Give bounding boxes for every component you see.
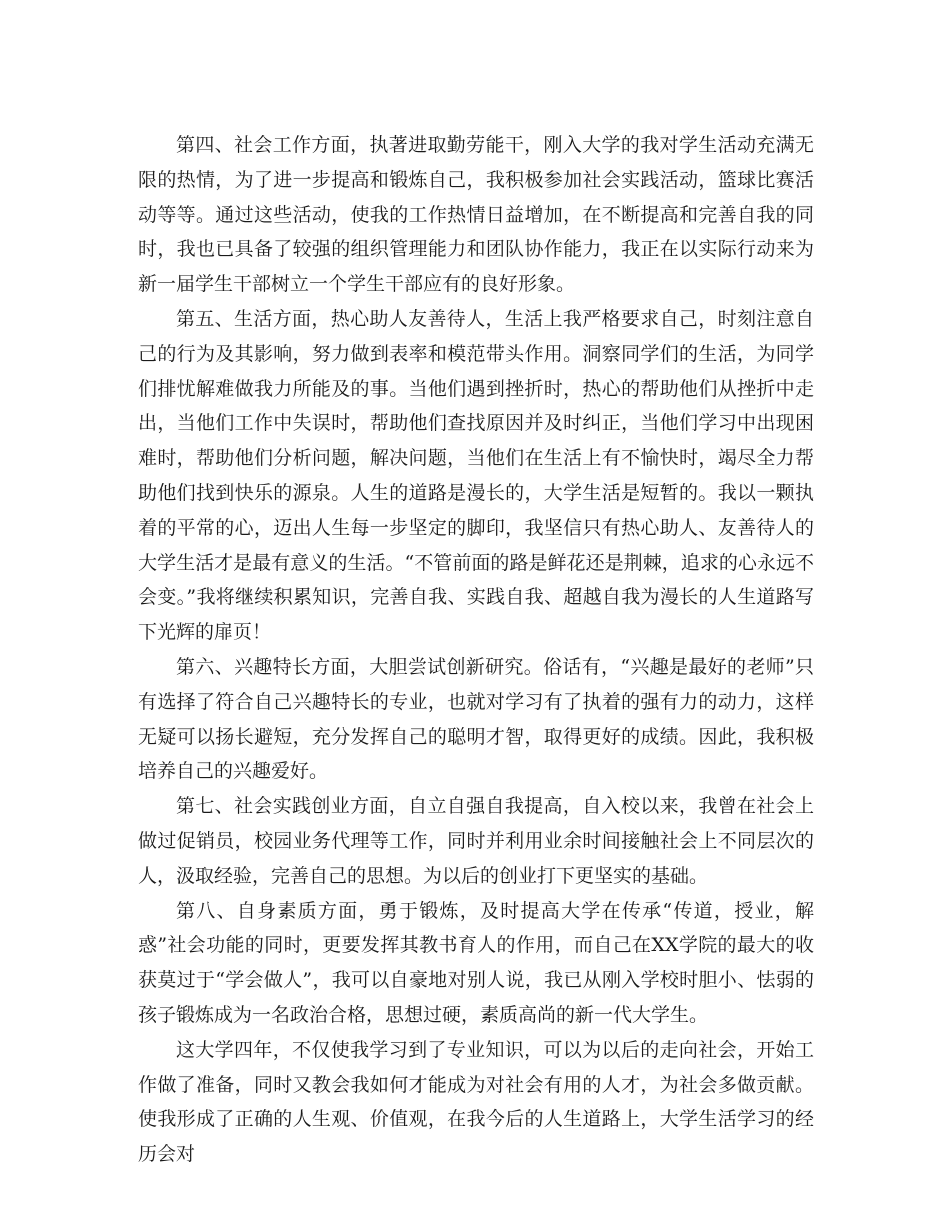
paragraph-self-quality: 第八、自身素质方面，勇于锻炼，及时提高大学在传承“传道，授业，解惑”社会功能的同时，更要发挥其教书育人的作用，而自己在XX学院的最大的收获莫过于“学会做人”，我可以自豪地对别人说，我已从刚入学校时胆小、怯弱的孩子锻炼成为一名政治合格，思想过硬，素质高尚的新一代大学生。 xyxy=(138,899,814,1026)
paragraph-social-practice: 第七、社会实践创业方面，自立自强自我提高，自入校以来，我曾在社会上做过促销员，校园业务代理等工作，同时并利用业余时间接触社会上不同层次的人，汲取经验，完善自己的思想。为以后的创业打下更坚实的基础。 xyxy=(138,795,814,887)
document-body xyxy=(138,128,814,1172)
paragraph-four-years: 这大学四年，不仅使我学习到了专业知识，可以为以后的走向社会，开始工作做了准备，同时又教会我如何才能成为对社会有用的人才，为社会多做贡献。使我形成了正确的人生观、价值观，在我今后的人生道路上，大学生活学习的经历会对 xyxy=(138,1038,814,1166)
paragraph-life: 第五、生活方面，热心助人友善待人，生活上我严格要求自己，时刻注意自己的行为及其影响，努力做到表率和模范带头作用。洞察同学们的生活，为同学们排忧解难做我力所能及的事。当他们遇到挫折时，热心的帮助他们从挫折中走出，当他们工作中失误时，帮助他们查找原因并及时纠正，当他们学习中出现困难时，帮助他们分析问题，解决问题，当他们在生活上有不愉快时，竭尽全力帮助他们找到快乐的源泉。人生的道路是漫长的，大学生活是短暂的。我以一颗执着的平常的心，迈出人生每一步坚定的脚印，我坚信只有热心助人、友善待人的大学生活才是最有意义的生活。“不管前面的路是鲜花还是荆棘，追求的心永远不会变。”我将继续积累知识，完善自我、实践自我、超越自我为漫长的人生道路写下光辉的扉页！ xyxy=(138,307,814,644)
paragraph-interests: 第六、兴趣特长方面，大胆尝试创新研究。俗话有，“兴趣是最好的老师”只有选择了符合自己兴趣特长的专业，也就对学习有了执着的强有力的动力，这样无疑可以扬长避短，充分发挥自己的聪明才智，取得更好的成绩。因此，我积极培养自己的兴趣爱好。 xyxy=(138,655,814,783)
paragraph-social-work: 第四、社会工作方面，执著进取勤劳能干，刚入大学的我对学生活动充满无限的热情，为了进一步提高和锻炼自己，我积极参加社会实践活动，篮球比赛活动等等。通过这些活动，使我的工作热情日益增加，在不断提高和完善自我的同时，我也已具备了较强的组织管理能力和团队协作能力，我正在以实际行动来为新一届学生干部树立一个学生干部应有的良好形象。 xyxy=(138,134,814,296)
